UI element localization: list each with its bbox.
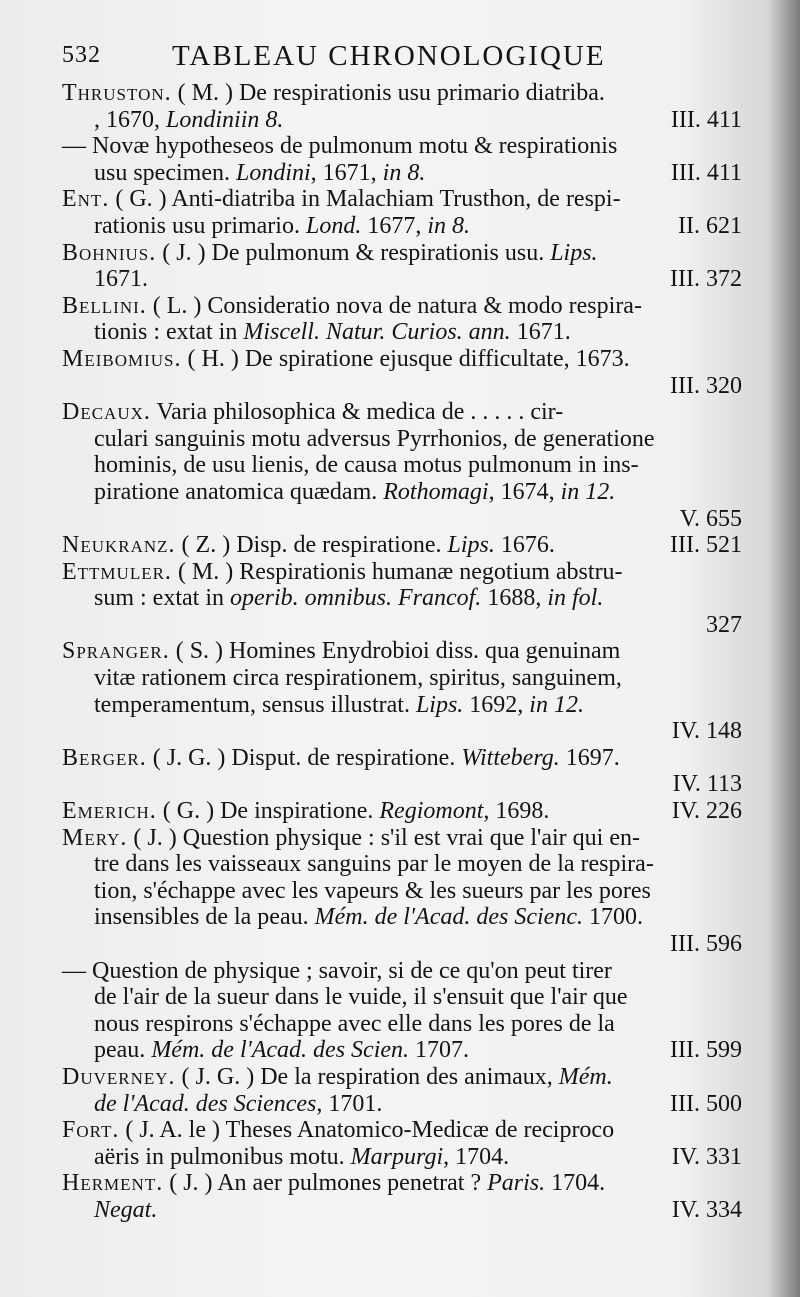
entry-text: tionis : extat in xyxy=(94,319,244,346)
entry-text: , 1701. xyxy=(316,1090,383,1117)
entry-line xyxy=(62,1117,742,1144)
publication-place: Lips. xyxy=(415,691,464,718)
publication-place: de l'Acad. des Sciences xyxy=(94,1090,317,1117)
publication-place: Lond. xyxy=(305,212,362,239)
entry-text: 1707. xyxy=(409,1037,470,1064)
author-name: Bohnius. xyxy=(62,239,157,266)
publication-place: Negat. xyxy=(94,1196,158,1223)
bibliography-text xyxy=(62,80,742,1224)
volume-reference: III. 320 xyxy=(670,372,742,399)
entry-text: , 1674, xyxy=(488,478,561,505)
publication-place: Regiomont xyxy=(379,798,484,825)
volume-reference: III. 411 xyxy=(670,106,742,133)
publication-place: Mém. de l'Acad. des Scienc. xyxy=(314,904,583,931)
continuation-line xyxy=(62,452,742,479)
entry-text: ( J. ) An aer pulmones penetrat ? xyxy=(163,1170,488,1197)
dash-mark: — xyxy=(62,957,86,984)
entry-line xyxy=(62,745,742,772)
entry-text: rationis usu primario. xyxy=(94,212,306,239)
publication-place: operib. omnibus. Francof. xyxy=(229,585,482,612)
entry-text: tion, s'échappe avec les vapeurs & les sueurs par les pores xyxy=(94,877,651,904)
entry-text: ( M. ) De respirationis usu primario diatriba. xyxy=(171,80,605,106)
volume-reference: 327 xyxy=(706,611,742,638)
continuation-line xyxy=(62,1037,742,1064)
volume-reference: IV. 148 xyxy=(671,718,742,745)
entry-line xyxy=(62,825,742,852)
continuation-line xyxy=(62,665,742,692)
entry-text: ( L. ) Consideratio nova de natura & modo respira- xyxy=(146,292,642,319)
entry-text: ( J. G. ) De la respiration des animaux, xyxy=(175,1063,559,1090)
volume-reference: III. 500 xyxy=(670,1090,742,1117)
format: in 8. xyxy=(382,159,426,186)
entry-line xyxy=(62,532,742,559)
entry-line xyxy=(62,80,742,107)
entry-text: vitæ rationem circa respirationem, spiritus, sanguinem, xyxy=(94,665,622,692)
entry-line xyxy=(62,798,742,825)
reference-line xyxy=(62,718,742,745)
entry-text: 1671. xyxy=(510,319,571,346)
publication-place: Paris. xyxy=(487,1170,546,1197)
publication-place: Londini xyxy=(235,159,311,186)
entry-text: temperamentum, sensus illustrat. xyxy=(94,691,416,718)
entry-text: de l'air de la sueur dans le vuide, il s'ensuit que l'air que xyxy=(94,984,628,1011)
entry-line xyxy=(62,293,742,320)
entry-text: Varia philosophica & medica de . . . . . cir- xyxy=(150,399,564,426)
volume-reference: IV. 226 xyxy=(671,798,742,825)
entry-line xyxy=(62,638,742,665)
dash-mark: — xyxy=(62,133,86,160)
entry-text: sum : extat in xyxy=(94,585,230,612)
author-name: Berger. xyxy=(62,744,147,771)
entry-text: ( H. ) De spiratione ejusque difficultate, 1673. xyxy=(181,345,630,372)
volume-reference: IV. 113 xyxy=(672,771,742,798)
continuation-line xyxy=(62,692,742,719)
entry-text: 1704. xyxy=(545,1170,606,1197)
entry-text: 1671. xyxy=(94,266,148,293)
author-name: Spranger. xyxy=(62,638,170,665)
entry-text: , 1698. xyxy=(483,798,550,825)
reference-line xyxy=(62,506,742,533)
entry-text: ( M. ) Respirationis humanæ negotium abstru- xyxy=(171,558,623,585)
volume-reference: III. 411 xyxy=(670,159,742,186)
author-name: Herment. xyxy=(62,1170,164,1197)
entry-text: , 1671, xyxy=(310,159,383,186)
continuation-line xyxy=(62,319,742,346)
author-name: Neukranz. xyxy=(62,532,176,559)
entry-text: culari sanguinis motu adversus Pyrrhonios, de generatione xyxy=(94,425,655,452)
running-head xyxy=(62,40,742,80)
continuation-line xyxy=(62,1144,742,1171)
entry-text: ( Z. ) Disp. de respiratione. xyxy=(175,532,448,559)
author-name: Emerich. xyxy=(62,798,157,825)
publication-place: Mém. xyxy=(558,1063,613,1090)
continuation-line xyxy=(62,1091,742,1118)
entry-line xyxy=(62,186,742,213)
entry-text: peau. xyxy=(94,1037,152,1064)
reference-line xyxy=(62,373,742,400)
entry-text: insensibles de la peau. xyxy=(94,904,315,931)
page-number: 532 xyxy=(62,42,101,68)
entry-text: hominis, de usu lienis, de causa motus pulmonum in ins- xyxy=(94,452,639,479)
format: in 8. xyxy=(427,212,470,239)
entry-line xyxy=(62,1064,742,1091)
continuation-line xyxy=(62,904,742,931)
continuation-line xyxy=(62,851,742,878)
publication-place: Marpurgi xyxy=(350,1143,444,1170)
publication-place: Mém. de l'Acad. des Scien. xyxy=(151,1037,410,1064)
entry-text: tre dans les vaisseaux sanguins par le moyen de la respira- xyxy=(94,851,654,878)
author-name: Duverney. xyxy=(62,1063,176,1090)
format: in fol. xyxy=(547,585,604,612)
format: in 12. xyxy=(560,478,616,505)
entry-text: , 1670, xyxy=(94,106,166,133)
entry-text: ( G. ) Anti-diatriba in Malachiam Trusthon, de respi- xyxy=(109,186,621,213)
reference-line xyxy=(62,771,742,798)
continuation-line xyxy=(62,107,742,134)
continuation-line xyxy=(62,984,742,1011)
entry-line xyxy=(62,1170,742,1197)
publication-place: Rothomagi xyxy=(383,478,489,505)
author-name: Mery. xyxy=(62,824,128,851)
continuation-line xyxy=(62,1011,742,1038)
entry-text: ( G. ) De inspiratione. xyxy=(156,798,380,825)
entry-line xyxy=(62,133,742,160)
publication-place: Lips. xyxy=(550,239,598,266)
format: in 12. xyxy=(529,691,584,718)
entry-text: 1700. xyxy=(582,904,643,931)
volume-reference: IV. 334 xyxy=(671,1196,742,1223)
reference-line xyxy=(62,612,742,639)
author-name: Decaux. xyxy=(62,399,151,426)
continuation-line xyxy=(62,479,742,506)
continuation-line xyxy=(62,1197,742,1224)
entry-text: Novæ hypotheseos de pulmonum motu & respirationis xyxy=(86,133,618,160)
volume-reference: V. 655 xyxy=(679,505,742,532)
continuation-line xyxy=(62,266,742,293)
entry-text: Question de physique ; savoir, si de ce qu'on peut tirer xyxy=(86,957,612,984)
entry-text: 1697. xyxy=(559,744,620,771)
author-name: Thruston. xyxy=(62,80,172,106)
reference-line xyxy=(62,931,742,958)
continuation-line xyxy=(62,213,742,240)
publication-place: Lips. xyxy=(447,532,495,559)
volume-reference: III. 521 xyxy=(670,532,742,559)
entry-line xyxy=(62,399,742,426)
page-title: TABLEAU CHRONOLOGIQUE xyxy=(172,40,606,72)
volume-reference: II. 621 xyxy=(678,212,742,239)
entry-line xyxy=(62,958,742,985)
entry-text: usu specimen. xyxy=(94,159,236,186)
entry-text: ( J. ) Question physique : s'il est vrai que l'air qui en- xyxy=(127,824,640,851)
entry-text: ( J. ) De pulmonum & respirationis usu. xyxy=(156,239,551,266)
entry-line xyxy=(62,346,742,373)
entry-text: nous respirons s'échappe avec elle dans les pores de la xyxy=(94,1010,615,1037)
volume-reference: III. 599 xyxy=(670,1037,742,1064)
author-name: Ent. xyxy=(62,186,110,213)
continuation-line xyxy=(62,878,742,905)
volume-reference: III. 596 xyxy=(670,931,742,957)
publication-place: Londini xyxy=(166,106,241,133)
entry-line xyxy=(62,559,742,586)
continuation-line xyxy=(62,426,742,453)
entry-text: 1692, xyxy=(463,691,530,718)
publication-place: Witteberg. xyxy=(461,744,560,771)
entry-text: aëris in pulmonibus motu. xyxy=(94,1143,351,1170)
entry-text: 1677, xyxy=(361,212,428,239)
entry-text: ( S. ) Homines Enydrobioi diss. qua genuinam xyxy=(169,638,621,665)
volume-reference: III. 372 xyxy=(670,266,742,293)
author-name: Bellini. xyxy=(62,292,147,319)
format: in 8. xyxy=(240,106,284,133)
entry-line xyxy=(62,240,742,267)
entry-text: , 1704. xyxy=(443,1143,510,1170)
publication-place: Miscell. Natur. Curios. ann. xyxy=(243,319,511,346)
author-name: Meibomius. xyxy=(62,345,182,372)
continuation-line xyxy=(62,160,742,187)
entry-text: ( J. G. ) Disput. de respiratione. xyxy=(146,744,462,771)
author-name: Fort. xyxy=(62,1117,120,1144)
author-name: Ettmuler. xyxy=(62,558,172,585)
continuation-line xyxy=(62,585,742,612)
entry-text: piratione anatomica quædam. xyxy=(94,478,384,505)
entry-text: 1688, xyxy=(481,585,548,612)
volume-reference: IV. 331 xyxy=(671,1143,742,1170)
entry-text: ( J. A. le ) Theses Anatomico-Medicæ de reciproco xyxy=(119,1117,615,1144)
entry-text: 1676. xyxy=(494,532,555,559)
